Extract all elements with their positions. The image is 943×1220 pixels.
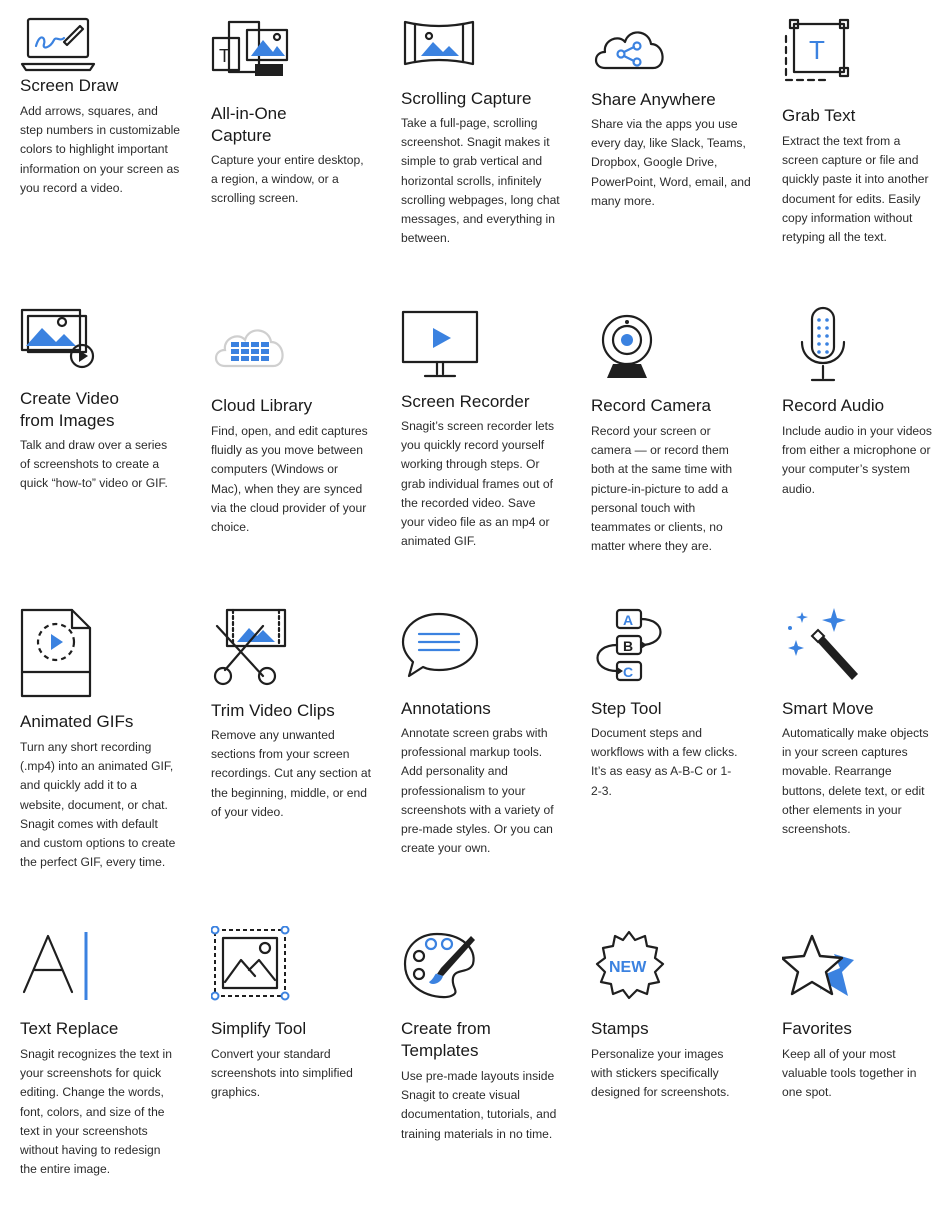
scissors-film-icon [211, 606, 291, 688]
feature-description: Document steps and workflows with a few clicks. It’s as easy as A-B-C or 1-2-3. [591, 726, 738, 798]
feature-title: Trim Video Clips [211, 701, 335, 720]
feature-description: Remove any unwanted sections from your screen recordings. Cut any section at the beginning, middle, or end of your video. [211, 728, 371, 819]
feature-description: Extract the text from a screen capture or file and quickly paste it into another document for edits. Easily copy information without retyping all the text. [782, 134, 929, 245]
feature-title: Simplify Tool [211, 1019, 307, 1038]
feature-description: Share via the apps you use every day, like Slack, Teams, Dropbox, Google Drive, PowerPoint, Word, email, and many more. [591, 117, 751, 208]
feature-description: Use pre-made layouts inside Snagit to create visual documentation, tutorials, and training materials in no time. [401, 1069, 557, 1141]
feature-title: Animated GIFs [20, 712, 134, 731]
svg-text:T: T [809, 35, 825, 65]
feature-description: Keep all of your most valuable tools together in one spot. [782, 1047, 917, 1100]
feature-title: Annotations [401, 699, 491, 718]
feature-description: Talk and draw over a series of screenshots to create a quick “how-to” video or GIF. [20, 438, 168, 491]
star-icon [782, 932, 858, 1004]
feature-title: Share Anywhere [591, 90, 716, 109]
palette-icon [401, 930, 481, 1000]
feature-description: Snagit recognizes the text in your screenshots for quick editing. Change the words, font, colors, and size of the text in your screenshots without having to redesign the entire image. [20, 1047, 172, 1177]
webcam-icon [597, 312, 667, 382]
feature-title: Scrolling Capture [401, 89, 532, 108]
feature-description: Snagit’s screen recorder lets you quickly record yourself working through steps. Or grab individual frames out of the recorded video. Save your video file as an mp4 or animated GIF. [401, 419, 555, 549]
stamp-new-icon [591, 928, 671, 1004]
magic-wand-icon [782, 606, 862, 686]
microphone-icon [796, 306, 852, 382]
screen-recorder-icon [401, 310, 481, 380]
step-tool-icon [591, 606, 671, 686]
feature-description: Record your screen or camera — or record them both at the same time with picture-in-picture to add a personal touch with teammates or clients, no matter where they are. [591, 424, 733, 554]
feature-description: Include audio in your videos from either a microphone or your computer’s system audio. [782, 424, 932, 496]
svg-text:A: A [623, 612, 634, 628]
feature-description: Automatically make objects in your screen captures movable. Rearrange buttons, delete text, or edit other elements in your screenshots. [782, 726, 929, 837]
feature-title: Step Tool [591, 699, 662, 718]
all-in-one-capture-icon [211, 18, 293, 84]
feature-title: Record Camera [591, 396, 711, 415]
feature-title: Screen Draw [20, 76, 119, 95]
feature-description: Take a full-page, scrolling screenshot. Snagit makes it simple to grab vertical and horizontal scrolls, infinitely scrolling webpages, long chat messages, and everything in between. [401, 116, 560, 246]
feature-title: Text Replace [20, 1019, 119, 1038]
laptop-draw-icon [20, 16, 100, 80]
feature-description: Find, open, and edit captures fluidly as you move between computers (Windows or Mac), when they are synced via the cloud provider of your choice. [211, 424, 368, 535]
cloud-library-icon [211, 318, 291, 374]
feature-description: Turn any short recording (.mp4) into an animated GIF, and quickly add it to a website, document, or chat. Snagit comes with default and custom options to create the perfect GIF, every time. [20, 740, 176, 870]
cloud-share-icon [591, 22, 671, 78]
feature-title: Stamps [591, 1019, 649, 1038]
svg-text:B: B [623, 638, 634, 654]
grab-text-icon [782, 18, 854, 84]
feature-title: Cloud Library [211, 396, 313, 415]
feature-title: Record Audio [782, 396, 885, 415]
feature-description: Add arrows, squares, and step numbers in customizable colors to highlight important information on your screen as you record a video. [20, 104, 180, 195]
animated-gif-icon [20, 608, 94, 700]
feature-description: Personalize your images with stickers specifically designed for screenshots. [591, 1047, 730, 1100]
feature-title: All-in-One Capture [211, 104, 287, 145]
feature-title: Favorites [782, 1019, 852, 1038]
text-cursor-icon [20, 930, 94, 1002]
svg-text:C: C [623, 664, 634, 680]
feature-title: Create from Templates [401, 1019, 491, 1060]
svg-text:T: T [219, 46, 230, 66]
feature-description: Capture your entire desktop, a region, a window, or a scrolling screen. [211, 153, 364, 206]
stamp-text: NEW [609, 959, 647, 976]
simplify-image-icon [211, 926, 291, 1006]
feature-title: Grab Text [782, 106, 856, 125]
feature-description: Annotate screen grabs with professional markup tools. Add personality and professionalism to your screenshots with a variety of pre-made styles. Or you can create your own. [401, 726, 554, 856]
feature-description: Convert your standard screenshots into simplified graphics. [211, 1047, 353, 1100]
feature-title: Smart Move [782, 699, 874, 718]
scrolling-capture-icon [401, 18, 479, 78]
video-from-images-icon [20, 308, 100, 372]
feature-title: Screen Recorder [401, 392, 530, 411]
feature-title: Create Video from Images [20, 389, 119, 430]
speech-bubble-icon [401, 610, 481, 682]
